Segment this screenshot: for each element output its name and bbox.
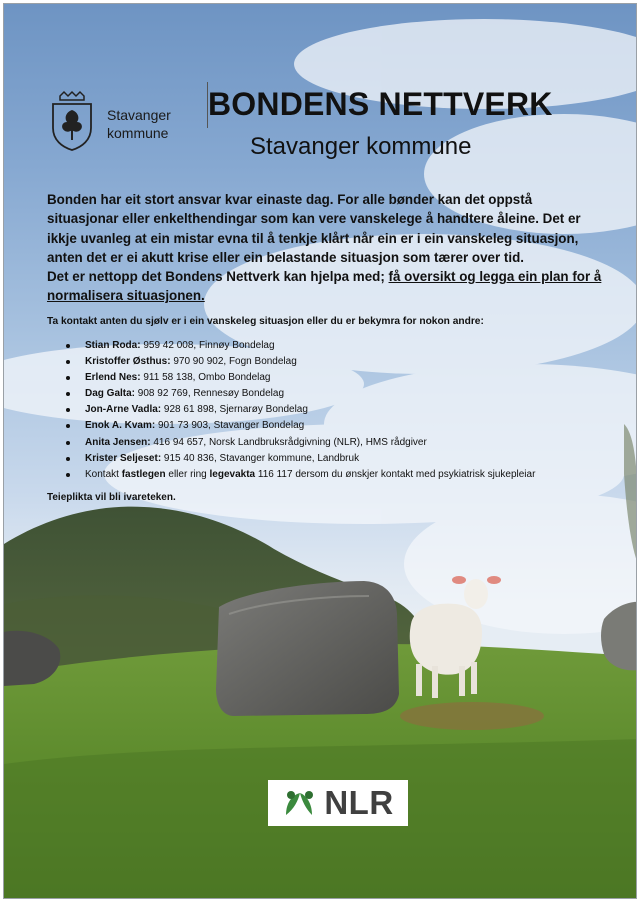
contact-item	[64, 418, 535, 434]
contact-item	[64, 354, 535, 370]
contact-item	[64, 370, 535, 386]
intro-p2-underlined: få oversikt og legga ein plan for å normalisera situasjonen.	[47, 269, 602, 304]
contact-detail: 915 40 836, Stavanger kommune, Landbruk	[161, 452, 360, 464]
emergency-text-3: 116 117 dersom du ønskjer kontakt med psykiatrisk sjukepleiar	[255, 468, 536, 480]
contact-item	[64, 402, 535, 418]
contact-item	[64, 451, 535, 467]
contact-detail: 908 92 769, Rennesøy Bondelag	[135, 388, 285, 400]
big-rock	[216, 581, 399, 716]
stavanger-kommune-wordmark	[107, 106, 171, 142]
contact-lead-text: Ta kontakt anten du sjølv er i ein vanskeleg situasjon eller du er bekymra for nokon andre:	[47, 316, 484, 327]
contact-item	[64, 435, 535, 451]
contact-detail: 970 90 902, Fogn Bondelag	[170, 356, 297, 368]
intro-paragraph-2	[47, 267, 607, 306]
logo-line-2: kommune	[107, 125, 169, 141]
contact-name: Anita Jensen:	[85, 436, 151, 448]
emergency-contact-item	[64, 467, 535, 483]
page-title: BONDENS NETTVERK	[208, 86, 553, 122]
contact-name: Krister Seljeset:	[85, 452, 162, 464]
contact-name: Erlend Nes:	[85, 372, 141, 384]
nlr-logo	[268, 780, 408, 826]
emergency-legevakta: legevakta	[209, 468, 256, 480]
emergency-text-2: eller ring	[165, 468, 210, 480]
intro-text	[47, 190, 607, 306]
contact-list	[64, 338, 535, 483]
contact-detail: 928 61 898, Sjernarøy Bondelag	[161, 404, 308, 416]
intro-p2-lead: Det er nettopp det Bondens Nettverk kan hjelpa med;	[47, 269, 389, 285]
contact-detail: 959 42 008, Finnøy Bondelag	[140, 340, 275, 351]
contact-item	[64, 386, 535, 402]
contact-detail: 911 58 138, Ombo Bondelag	[140, 372, 271, 384]
logo-line-1: Stavanger	[107, 107, 171, 123]
contact-detail: 901 73 903, Stavanger Bondelag	[155, 420, 305, 432]
contact-name: Stian Roda:	[85, 340, 141, 351]
stavanger-coat-of-arms-icon	[50, 88, 94, 157]
contact-name: Enok A. Kvam:	[85, 420, 156, 432]
intro-paragraph-1: Bonden har eit stort ansvar kvar einaste dag. For alle bønder kan det oppstå situasjonar eller enkelthendingar som kan vere vanskelege å handtere åleine. Det er ikkje uvanleg at ein mistar evna til å tenkje klårt når ein er i ein vanskeleg situasjon, anten det er ei akutt krise eller ein belastande situasjon som tærer over tid.	[47, 192, 581, 265]
contact-detail: 416 94 657, Norsk Landbruksrådgivning (NLR), HMS rådgiver	[150, 436, 427, 448]
contact-name: Jon-Arne Vadla:	[85, 404, 162, 416]
emergency-fastlegen: fastlegen	[121, 468, 166, 480]
page-subtitle: Stavanger kommune	[250, 133, 472, 160]
dirt-mound	[400, 702, 544, 730]
nlr-leaf-icon	[282, 785, 318, 821]
contact-item	[64, 338, 535, 354]
nlr-logo-text: NLR	[324, 784, 394, 821]
confidentiality-note: Teieplikta vil bli ivareteken.	[47, 492, 176, 503]
contact-name: Kristoffer Østhus:	[85, 356, 171, 368]
contact-name: Dag Galta:	[85, 388, 136, 400]
landscape-background-photo	[3, 3, 637, 899]
emergency-text-1: Kontakt	[85, 468, 122, 480]
